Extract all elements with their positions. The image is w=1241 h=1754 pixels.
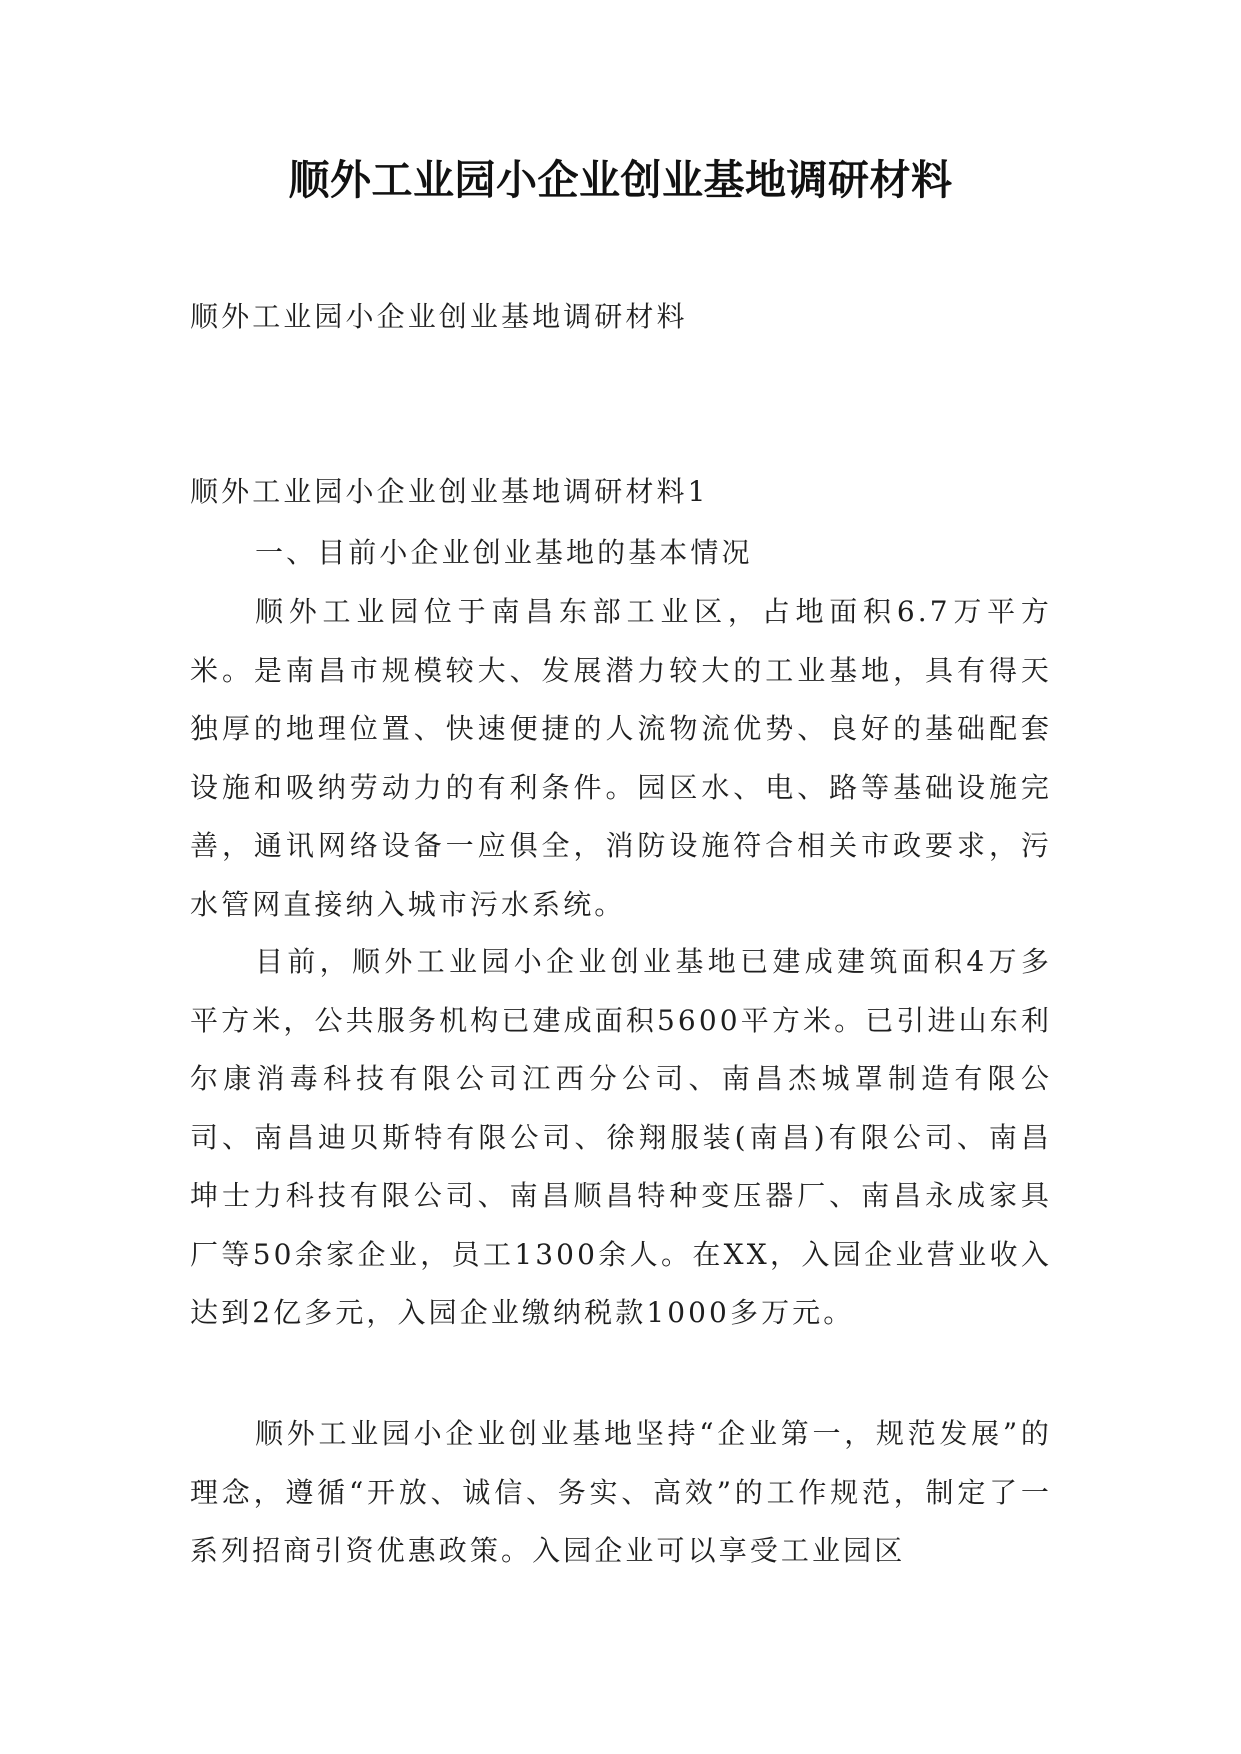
section-title: 顺外工业园小企业创业基地调研材料1 bbox=[190, 475, 709, 508]
document-title: 顺外工业园小企业创业基地调研材料 bbox=[288, 156, 953, 204]
section-heading: 一、目前小企业创业基地的基本情况 bbox=[255, 536, 753, 569]
paragraph-location: 顺外工业园位于南昌东部工业区，占地面积6.7万平方米。是南昌市规模较大、发展潜力较大的工业基地，具有得天独厚的地理位置、快速便捷的人流物流优势、良好的基础配套设施和吸纳劳动力的有利条件。园区水、电、路等基础设施完善，通讯网络设备一应俱全，消防设施符合相关市政要求，污水管网直接纳入城市污水系统。 bbox=[190, 595, 1052, 921]
document-subtitle: 顺外工业园小企业创业基地调研材料 bbox=[190, 300, 688, 333]
paragraph-philosophy: 顺外工业园小企业创业基地坚持“企业第一，规范发展”的理念，遵循“开放、诚信、务实、高效”的工作规范，制定了一系列招商引资优惠政策。入园企业可以享受工业园区 bbox=[190, 1417, 1052, 1567]
paragraph-current-status: 目前，顺外工业园小企业创业基地已建成建筑面积4万多平方米，公共服务机构已建成面积5600平方米。已引进山东利尔康消毒科技有限公司江西分公司、南昌杰城罩制造有限公司、南昌迪贝斯特有限公司、徐翔服装(南昌)有限公司、南昌坤士力科技有限公司、南昌顺昌特种变压器厂、南昌永成家具厂等50余家企业，员工1300余人。在XX，入园企业营业收入达到2亿多元，入园企业缴纳税款1000多万元。 bbox=[190, 945, 1052, 1329]
